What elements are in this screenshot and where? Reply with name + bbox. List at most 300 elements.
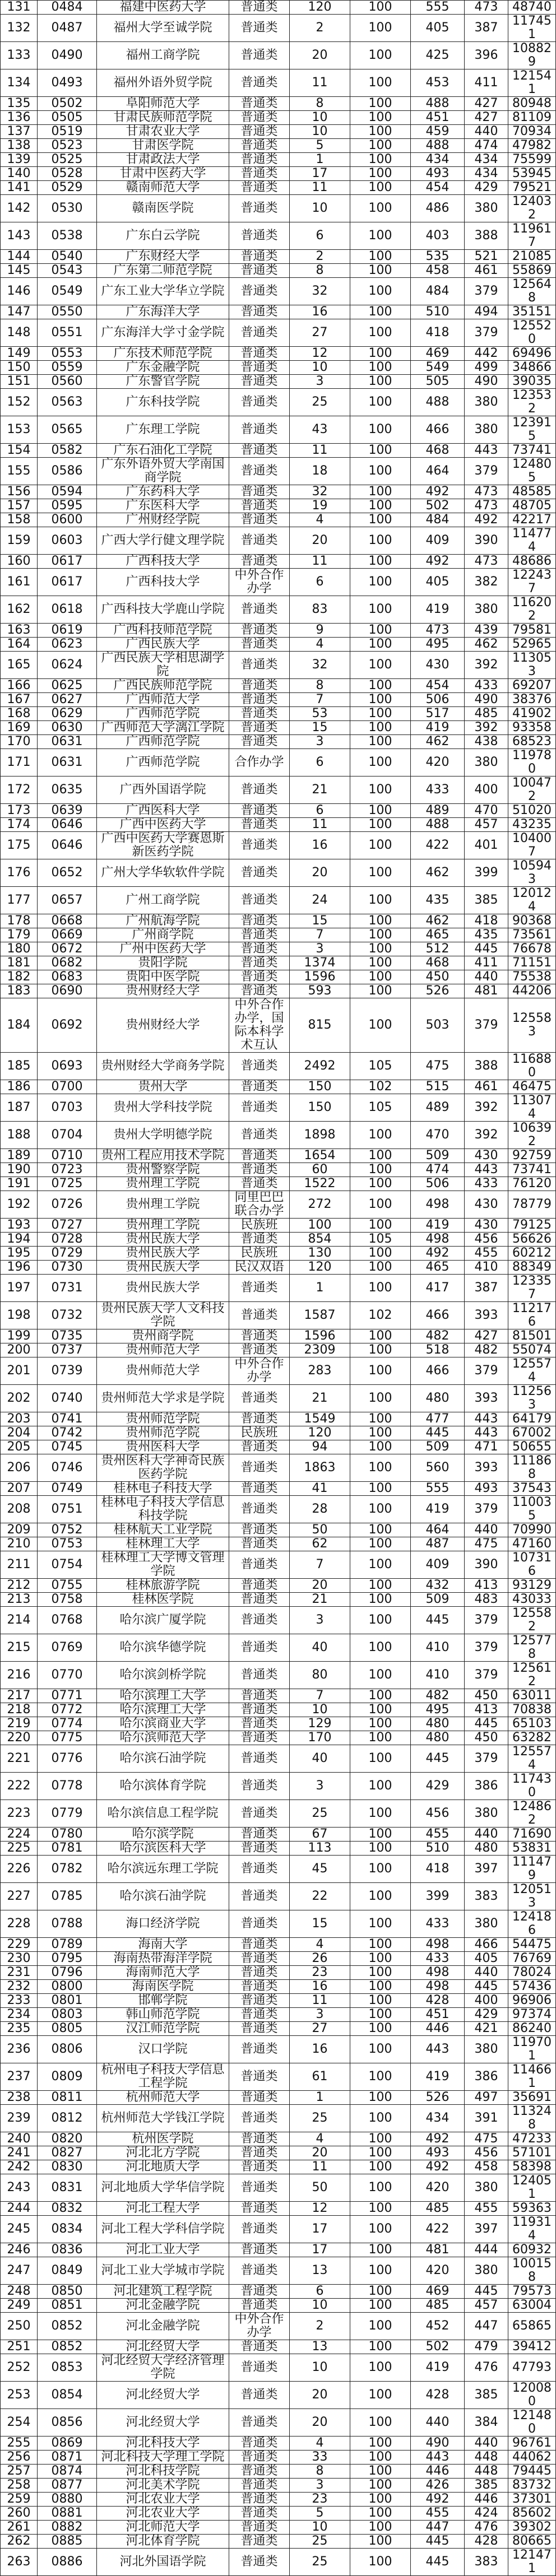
school-code-cell: 0519 (38, 125, 97, 139)
min-score-cell: 494 (465, 305, 508, 319)
plan-count-cell: 3 (290, 942, 350, 956)
school-name-cell: 哈尔滨广厦学院 (97, 1607, 229, 1634)
min-rank-cell: 121480 (508, 2409, 556, 2436)
score-weight-cell: 100 (350, 1275, 411, 1302)
score-weight-cell: 100 (350, 389, 411, 416)
school-name-cell: 贵州民族大学人文科技学院 (97, 1302, 229, 1329)
plan-count-cell: 67 (290, 1828, 350, 1842)
min-score-cell: 473 (465, 1, 508, 15)
row-index-cell: 143 (1, 222, 38, 250)
row-index-cell: 131 (1, 1, 38, 15)
score-weight-cell: 100 (350, 2174, 411, 2202)
max-score-cell: 489 (411, 804, 465, 818)
admission-type-cell: 普通类 (229, 1689, 290, 1703)
min-score-cell: 428 (465, 2535, 508, 2549)
plan-count-cell: 1587 (290, 1302, 350, 1329)
min-score-cell: 481 (465, 984, 508, 998)
plan-count-cell: 10 (290, 2521, 350, 2535)
max-score-cell: 419 (411, 1219, 465, 1233)
row-index-cell: 136 (1, 111, 38, 125)
max-score-cell: 445 (411, 2549, 465, 2576)
plan-count-cell: 41 (290, 1482, 350, 1496)
plan-count-cell: 20 (290, 2409, 350, 2436)
school-code-cell: 0882 (38, 2521, 97, 2535)
score-weight-cell: 100 (350, 195, 411, 222)
school-name-cell: 广西中医药大学赛恩斯新医药学院 (97, 832, 229, 859)
score-weight-cell: 100 (350, 499, 411, 513)
school-name-cell: 广西科技大学鹿山学院 (97, 596, 229, 624)
row-index-cell: 248 (1, 2285, 38, 2299)
row-index-cell: 181 (1, 956, 38, 970)
plan-count-cell: 100 (290, 1219, 350, 1233)
score-weight-cell: 100 (350, 1966, 411, 1980)
score-weight-cell: 100 (350, 1412, 411, 1426)
table-row (1, 624, 556, 638)
min-rank-cell: 39412 (508, 2340, 556, 2354)
admission-type-cell: 普通类 (229, 928, 290, 942)
max-score-cell: 482 (411, 1689, 465, 1703)
admission-type-cell: 普通类 (229, 1537, 290, 1551)
max-score-cell: 555 (411, 1482, 465, 1496)
min-score-cell: 461 (465, 1080, 508, 1094)
plan-count-cell: 4 (290, 638, 350, 652)
school-name-cell: 广州财经学院 (97, 513, 229, 527)
school-code-cell: 0789 (38, 1938, 97, 1952)
plan-count-cell: 60 (290, 1163, 350, 1177)
max-score-cell: 506 (411, 693, 465, 707)
school-code-cell: 0729 (38, 1247, 97, 1261)
min-score-cell: 447 (465, 2313, 508, 2340)
school-name-cell: 河北科技大学理工学院 (97, 2451, 229, 2465)
table-row (1, 2465, 556, 2479)
min-rank-cell: 119780 (508, 749, 556, 776)
table-row (1, 1343, 556, 1357)
max-score-cell: 458 (411, 264, 465, 278)
score-weight-cell: 100 (350, 1980, 411, 1994)
school-code-cell: 0796 (38, 1966, 97, 1980)
plan-count-cell: 12 (290, 2202, 350, 2216)
table-row (1, 416, 556, 444)
table-row (1, 1247, 556, 1261)
admission-type-cell: 普通类 (229, 2299, 290, 2313)
school-code-cell: 0732 (38, 1302, 97, 1329)
min-rank-cell: 39035 (508, 375, 556, 389)
school-name-cell: 福州外语外贸学院 (97, 69, 229, 97)
school-name-cell: 广东工业大学华立学院 (97, 278, 229, 305)
school-name-cell: 贵州工程应用技术学院 (97, 1149, 229, 1163)
score-weight-cell: 100 (350, 1856, 411, 1883)
admission-type-cell: 普通类 (229, 42, 290, 69)
max-score-cell: 487 (411, 1537, 465, 1551)
school-name-cell: 河北工业大学城市学院 (97, 2257, 229, 2285)
table-row (1, 513, 556, 527)
min-score-cell: 470 (465, 804, 508, 818)
min-rank-cell: 125520 (508, 319, 556, 347)
row-index-cell: 165 (1, 652, 38, 679)
row-index-cell: 221 (1, 1745, 38, 1773)
plan-count-cell: 21 (290, 1385, 350, 1412)
row-index-cell: 199 (1, 1329, 38, 1343)
school-name-cell: 桂林理工大学博文管理学院 (97, 1551, 229, 1579)
admission-type-cell: 普通类 (229, 804, 290, 818)
plan-count-cell: 5 (290, 2507, 350, 2521)
row-index-cell: 137 (1, 125, 38, 139)
school-code-cell: 0752 (38, 1523, 97, 1537)
admission-type-cell: 普通类 (229, 1551, 290, 1579)
min-rank-cell: 121471 (508, 2549, 556, 2576)
plan-count-cell: 8 (290, 97, 350, 111)
school-name-cell: 广西民族大学相思湖学院 (97, 652, 229, 679)
score-weight-cell: 100 (350, 1883, 411, 1910)
row-index-cell: 243 (1, 2174, 38, 2202)
admission-type-cell: 普通类 (229, 2436, 290, 2451)
admission-type-cell: 普通类 (229, 638, 290, 652)
table-row (1, 942, 556, 956)
plan-count-cell: 83 (290, 596, 350, 624)
school-name-cell: 哈尔滨远东理工学院 (97, 1856, 229, 1883)
school-name-cell: 桂林理工大学 (97, 1537, 229, 1551)
min-score-cell: 392 (465, 721, 508, 735)
row-index-cell: 153 (1, 416, 38, 444)
max-score-cell: 454 (411, 679, 465, 693)
school-name-cell: 河北金融学院 (97, 2313, 229, 2340)
min-score-cell: 440 (465, 970, 508, 984)
plan-count-cell: 3 (290, 2479, 350, 2493)
min-score-cell: 383 (465, 1883, 508, 1910)
table-row (1, 2451, 556, 2465)
row-index-cell: 185 (1, 1053, 38, 1080)
max-score-cell: 443 (411, 2451, 465, 2465)
admission-type-cell: 普通类 (229, 1080, 290, 1094)
table-row (1, 721, 556, 735)
table-row (1, 1842, 556, 1856)
table-row (1, 2285, 556, 2299)
min-score-cell: 413 (465, 1703, 508, 1717)
max-score-cell: 403 (411, 222, 465, 250)
min-rank-cell: 79125 (508, 1219, 556, 1233)
score-weight-cell: 100 (350, 2299, 411, 2313)
plan-count-cell: 11 (290, 181, 350, 195)
row-index-cell: 255 (1, 2436, 38, 2451)
plan-count-cell: 4 (290, 2436, 350, 2451)
min-rank-cell: 78779 (508, 1191, 556, 1219)
table-row (1, 97, 556, 111)
min-rank-cell: 113053 (508, 652, 556, 679)
max-score-cell: 419 (411, 2354, 465, 2382)
school-code-cell: 0874 (38, 2465, 97, 2479)
admission-type-cell: 普通类 (229, 458, 290, 485)
min-rank-cell: 47982 (508, 139, 556, 153)
school-code-cell: 0553 (38, 347, 97, 361)
admission-type-cell: 普通类 (229, 1579, 290, 1593)
min-rank-cell: 125574 (508, 1745, 556, 1773)
school-code-cell: 0551 (38, 319, 97, 347)
max-score-cell: 454 (411, 181, 465, 195)
score-weight-cell: 100 (350, 555, 411, 569)
school-name-cell: 河北金融学院 (97, 2299, 229, 2313)
plan-count-cell: 23 (290, 2493, 350, 2507)
row-index-cell: 205 (1, 1440, 38, 1454)
max-score-cell: 468 (411, 444, 465, 458)
score-weight-cell: 100 (350, 2202, 411, 2216)
min-rank-cell: 113248 (508, 2105, 556, 2132)
min-rank-cell: 122437 (508, 569, 556, 596)
table-row (1, 389, 556, 416)
school-code-cell: 0831 (38, 2174, 97, 2202)
school-code-cell: 0669 (38, 928, 97, 942)
admission-type-cell: 普通类 (229, 2063, 290, 2091)
plan-count-cell: 4 (290, 2132, 350, 2146)
school-code-cell: 0746 (38, 1454, 97, 1482)
score-weight-cell: 100 (350, 998, 411, 1053)
min-score-cell: 427 (465, 97, 508, 111)
school-code-cell: 0782 (38, 1856, 97, 1883)
min-score-cell: 446 (465, 2493, 508, 2507)
admission-type-cell: 普通类 (229, 444, 290, 458)
row-index-cell: 151 (1, 375, 38, 389)
min-rank-cell: 53831 (508, 1842, 556, 1856)
max-score-cell: 419 (411, 2063, 465, 2091)
school-code-cell: 0528 (38, 167, 97, 181)
school-name-cell: 贵阳中医学院 (97, 970, 229, 984)
row-index-cell: 134 (1, 69, 38, 97)
table-row (1, 1426, 556, 1440)
score-weight-cell: 100 (350, 69, 411, 97)
min-score-cell: 396 (465, 42, 508, 69)
plan-count-cell: 80 (290, 1662, 350, 1689)
table-row (1, 347, 556, 361)
school-code-cell: 0727 (38, 1219, 97, 1233)
score-weight-cell: 100 (350, 222, 411, 250)
school-name-cell: 海南热带海洋学院 (97, 1952, 229, 1966)
score-weight-cell: 100 (350, 125, 411, 139)
max-score-cell: 451 (411, 111, 465, 125)
plan-count-cell: 25 (290, 2549, 350, 2576)
table-row (1, 319, 556, 347)
school-name-cell: 广西科技师范学院 (97, 624, 229, 638)
admission-type-cell: 普通类 (229, 2022, 290, 2036)
score-weight-cell: 100 (350, 2436, 411, 2451)
school-name-cell: 福州工商学院 (97, 42, 229, 69)
table-row (1, 2382, 556, 2409)
plan-count-cell: 50 (290, 1523, 350, 1537)
min-rank-cell: 65103 (508, 1717, 556, 1731)
plan-count-cell: 3 (290, 1773, 350, 1800)
min-score-cell: 430 (465, 1191, 508, 1219)
table-row (1, 2216, 556, 2243)
max-score-cell: 495 (411, 1703, 465, 1717)
min-score-cell: 387 (465, 15, 508, 42)
min-rank-cell: 47233 (508, 2132, 556, 2146)
plan-count-cell: 129 (290, 1717, 350, 1731)
admission-type-cell: 普通类 (229, 887, 290, 914)
min-rank-cell: 110035 (508, 1496, 556, 1523)
min-rank-cell: 63004 (508, 2299, 556, 2313)
max-score-cell: 470 (411, 1122, 465, 1149)
table-row (1, 2105, 556, 2132)
plan-count-cell: 94 (290, 1440, 350, 1454)
max-score-cell: 417 (411, 1275, 465, 1302)
school-code-cell: 0690 (38, 984, 97, 998)
min-score-cell: 400 (465, 776, 508, 804)
admission-type-cell: 普通类 (229, 1, 290, 15)
school-code-cell: 0538 (38, 222, 97, 250)
min-score-cell: 440 (465, 1828, 508, 1842)
min-rank-cell: 51020 (508, 804, 556, 818)
table-row (1, 984, 556, 998)
max-score-cell: 492 (411, 2493, 465, 2507)
plan-count-cell: 15 (290, 721, 350, 735)
plan-count-cell: 16 (290, 832, 350, 859)
min-rank-cell: 93129 (508, 1579, 556, 1593)
max-score-cell: 466 (411, 1357, 465, 1385)
plan-count-cell: 50 (290, 2174, 350, 2202)
min-rank-cell: 81109 (508, 111, 556, 125)
max-score-cell: 509 (411, 1593, 465, 1607)
plan-count-cell: 22 (290, 1883, 350, 1910)
plan-count-cell: 5 (290, 139, 350, 153)
score-weight-cell: 100 (350, 1952, 411, 1966)
plan-count-cell: 3 (290, 1607, 350, 1634)
table-row (1, 139, 556, 153)
max-score-cell: 469 (411, 2285, 465, 2299)
row-index-cell: 159 (1, 527, 38, 555)
row-index-cell: 195 (1, 1247, 38, 1261)
min-rank-cell: 52965 (508, 638, 556, 652)
school-code-cell: 0869 (38, 2436, 97, 2451)
plan-count-cell: 2492 (290, 1053, 350, 1080)
admission-type-cell: 普通类 (229, 15, 290, 42)
row-index-cell: 229 (1, 1938, 38, 1952)
score-weight-cell: 100 (350, 859, 411, 887)
row-index-cell: 138 (1, 139, 38, 153)
admission-type-cell: 普通类 (229, 2354, 290, 2382)
row-index-cell: 232 (1, 1980, 38, 1994)
table-row (1, 1, 556, 15)
score-weight-cell: 100 (350, 624, 411, 638)
min-rank-cell: 46475 (508, 1080, 556, 1094)
score-weight-cell: 100 (350, 2340, 411, 2354)
max-score-cell: 428 (411, 1994, 465, 2008)
school-code-cell: 0657 (38, 887, 97, 914)
min-rank-cell: 35691 (508, 2091, 556, 2105)
score-weight-cell: 100 (350, 2036, 411, 2063)
table-row (1, 555, 556, 569)
max-score-cell: 488 (411, 139, 465, 153)
table-row (1, 69, 556, 97)
max-score-cell: 488 (411, 97, 465, 111)
score-weight-cell: 100 (350, 2354, 411, 2382)
table-row (1, 1163, 556, 1177)
table-row (1, 970, 556, 984)
row-index-cell: 154 (1, 444, 38, 458)
max-score-cell: 490 (411, 2436, 465, 2451)
min-score-cell: 379 (465, 1607, 508, 1634)
row-index-cell: 180 (1, 942, 38, 956)
plan-count-cell: 1549 (290, 1412, 350, 1426)
admission-type-cell: 普通类 (229, 1745, 290, 1773)
table-row (1, 1703, 556, 1717)
score-weight-cell: 100 (350, 1454, 411, 1482)
admission-type-cell: 普通类 (229, 485, 290, 499)
row-index-cell: 218 (1, 1703, 38, 1717)
plan-count-cell: 28 (290, 1496, 350, 1523)
admission-type-cell: 普通类 (229, 1412, 290, 1426)
school-name-cell: 广西民族师范学院 (97, 679, 229, 693)
plan-count-cell: 3 (290, 2008, 350, 2022)
row-index-cell: 162 (1, 596, 38, 624)
min-score-cell: 382 (465, 569, 508, 596)
plan-count-cell: 20 (290, 2382, 350, 2409)
admission-type-cell: 普通类 (229, 222, 290, 250)
plan-count-cell: 10 (290, 125, 350, 139)
min-rank-cell: 55869 (508, 264, 556, 278)
min-rank-cell: 75538 (508, 970, 556, 984)
plan-count-cell: 130 (290, 1247, 350, 1261)
min-score-cell: 401 (465, 832, 508, 859)
min-rank-cell: 76678 (508, 942, 556, 956)
min-rank-cell: 107316 (508, 1551, 556, 1579)
school-code-cell: 0710 (38, 1149, 97, 1163)
max-score-cell: 429 (411, 1773, 465, 1800)
score-weight-cell: 100 (350, 1689, 411, 1703)
table-row (1, 956, 556, 970)
admission-type-cell: 普通类 (229, 859, 290, 887)
score-weight-cell: 100 (350, 652, 411, 679)
min-score-cell: 440 (465, 125, 508, 139)
admission-type-cell: 普通类 (229, 1773, 290, 1800)
table-row (1, 485, 556, 499)
school-code-cell: 0735 (38, 1329, 97, 1343)
score-weight-cell: 100 (350, 2409, 411, 2436)
score-weight-cell: 100 (350, 2022, 411, 2036)
school-name-cell: 广西科技大学 (97, 569, 229, 596)
school-name-cell: 贵州民族大学 (97, 1247, 229, 1261)
table-row (1, 1966, 556, 1980)
school-code-cell: 0852 (38, 2340, 97, 2354)
max-score-cell: 434 (411, 2105, 465, 2132)
min-rank-cell: 35151 (508, 305, 556, 319)
plan-count-cell: 40 (290, 1634, 350, 1662)
max-score-cell: 474 (411, 1163, 465, 1177)
min-rank-cell: 80948 (508, 97, 556, 111)
min-rank-cell: 69207 (508, 679, 556, 693)
min-score-cell: 445 (465, 942, 508, 956)
min-score-cell: 448 (465, 2465, 508, 2479)
max-score-cell: 462 (411, 735, 465, 749)
row-index-cell: 220 (1, 1731, 38, 1745)
school-name-cell: 甘肃民族师范学院 (97, 111, 229, 125)
admission-type-cell: 普通类 (229, 1343, 290, 1357)
admission-type-cell: 普通类 (229, 1662, 290, 1689)
min-score-cell: 379 (465, 1634, 508, 1662)
table-row (1, 1634, 556, 1662)
school-name-cell: 甘肃中医药大学 (97, 167, 229, 181)
school-code-cell: 0834 (38, 2216, 97, 2243)
min-score-cell: 405 (465, 1952, 508, 1966)
plan-count-cell: 1596 (290, 970, 350, 984)
max-score-cell: 453 (411, 69, 465, 97)
school-code-cell: 0543 (38, 264, 97, 278)
school-code-cell: 0549 (38, 278, 97, 305)
min-rank-cell: 55074 (508, 1343, 556, 1357)
min-rank-cell: 44206 (508, 984, 556, 998)
table-row (1, 707, 556, 721)
min-score-cell: 400 (465, 1994, 508, 2008)
school-name-cell: 贵州财经大学 (97, 998, 229, 1053)
admission-type-cell: 普通类 (229, 1523, 290, 1537)
admission-type-cell: 普通类 (229, 1385, 290, 1412)
